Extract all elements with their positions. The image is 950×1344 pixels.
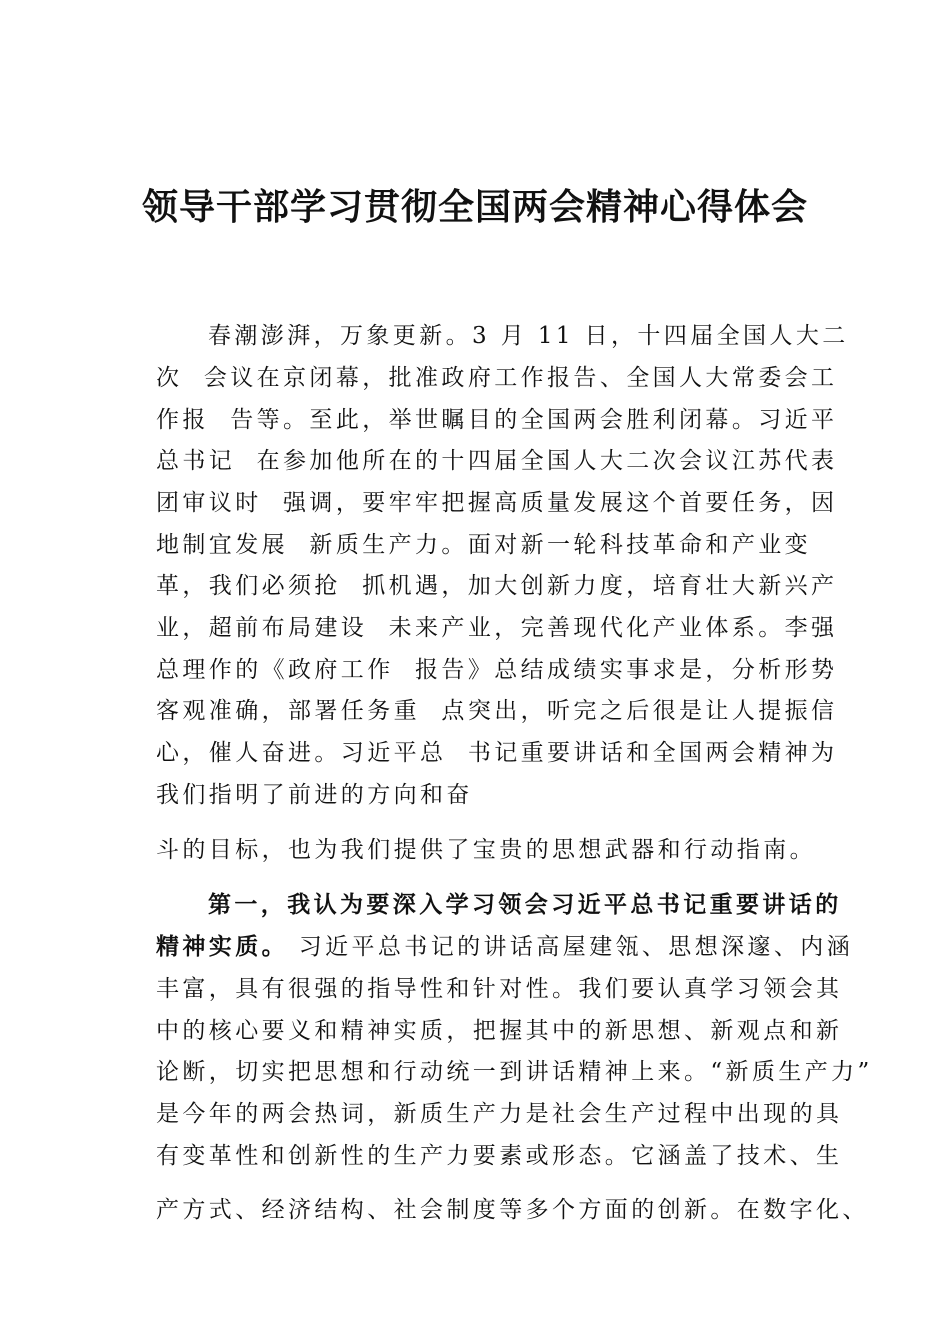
paragraph-1-line-11: 心，催人奋进。习近平总 书记重要讲话和全国两会精神为: [156, 740, 838, 766]
section-1-body-line-4: 是今年的两会热词，新质生产力是社会生产过程中出现的具: [156, 1101, 843, 1127]
section-1-heading: 第一，我认为要深入学习领会习近平总书记重要讲话的: [208, 891, 842, 918]
section-1-body-line-1: 丰富，具有很强的指导性和针对性。我们要认真学习领会其: [156, 976, 843, 1002]
paragraph-2-line: 斗的目标，也为我们提供了宝贵的思想武器和行动指南。: [156, 837, 816, 863]
section-1-first-sentence: 习近平总书记的讲话高屋建瓴、思想深邃、内涵: [288, 934, 854, 960]
paragraph-1-line-9: 总理作的《政府工作 报告》总结成绩实事求是，分析形势: [156, 657, 838, 683]
paragraph-1-line-3: 作报 告等。至此，举世瞩目的全国两会胜利闭幕。习近平: [156, 407, 838, 433]
section-1-heading-continuation: [156, 927, 853, 967]
section-1-heading-end: 精神实质。: [156, 933, 288, 960]
document-title: 领导干部学习贯彻全国两会精神心得体会: [141, 187, 808, 228]
paragraph-1-line-8: 业，超前布局建设 未来产业，完善现代化产业体系。李强: [156, 615, 838, 641]
section-1-body-line-6: 产方式、经济结构、社会制度等多个方面的创新。在数字化、: [156, 1197, 869, 1223]
paragraph-1-line-10: 客观准确，部署任务重 点突出，听完之后很是让人提振信: [156, 698, 838, 724]
section-1-body-line-3: 论断，切实把思想和行动统一到讲话精神上来。“新质生产力”: [156, 1059, 873, 1085]
paragraph-1-line-12: 我们指明了前进的方向和奋: [156, 782, 473, 808]
paragraph-1-line-2: 次 会议在京闭幕，批准政府工作报告、全国人大常委会工: [156, 365, 838, 391]
section-1-body-line-2: 中的核心要义和精神实质，把握其中的新思想、新观点和新: [156, 1018, 843, 1044]
paragraph-1-line-5: 团审议时 强调，要牢牢把握高质量发展这个首要任务，因: [156, 490, 838, 516]
paragraph-1-line-4: 总书记 在参加他所在的十四届全国人大二次会议江苏代表: [156, 448, 838, 474]
section-1-body-line-5: 有变革性和创新性的生产力要素或形态。它涵盖了技术、生: [156, 1143, 843, 1169]
paragraph-1-line-7: 革，我们必须抢 抓机遇，加大创新力度，培育壮大新兴产: [156, 573, 838, 599]
paragraph-1-line-6: 地制宜发展 新质生产力。面对新一轮科技革命和产业变: [156, 532, 812, 558]
paragraph-1-line-1: 春潮澎湃，万象更新。3 月 11 日，十四届全国人大二: [208, 323, 849, 349]
